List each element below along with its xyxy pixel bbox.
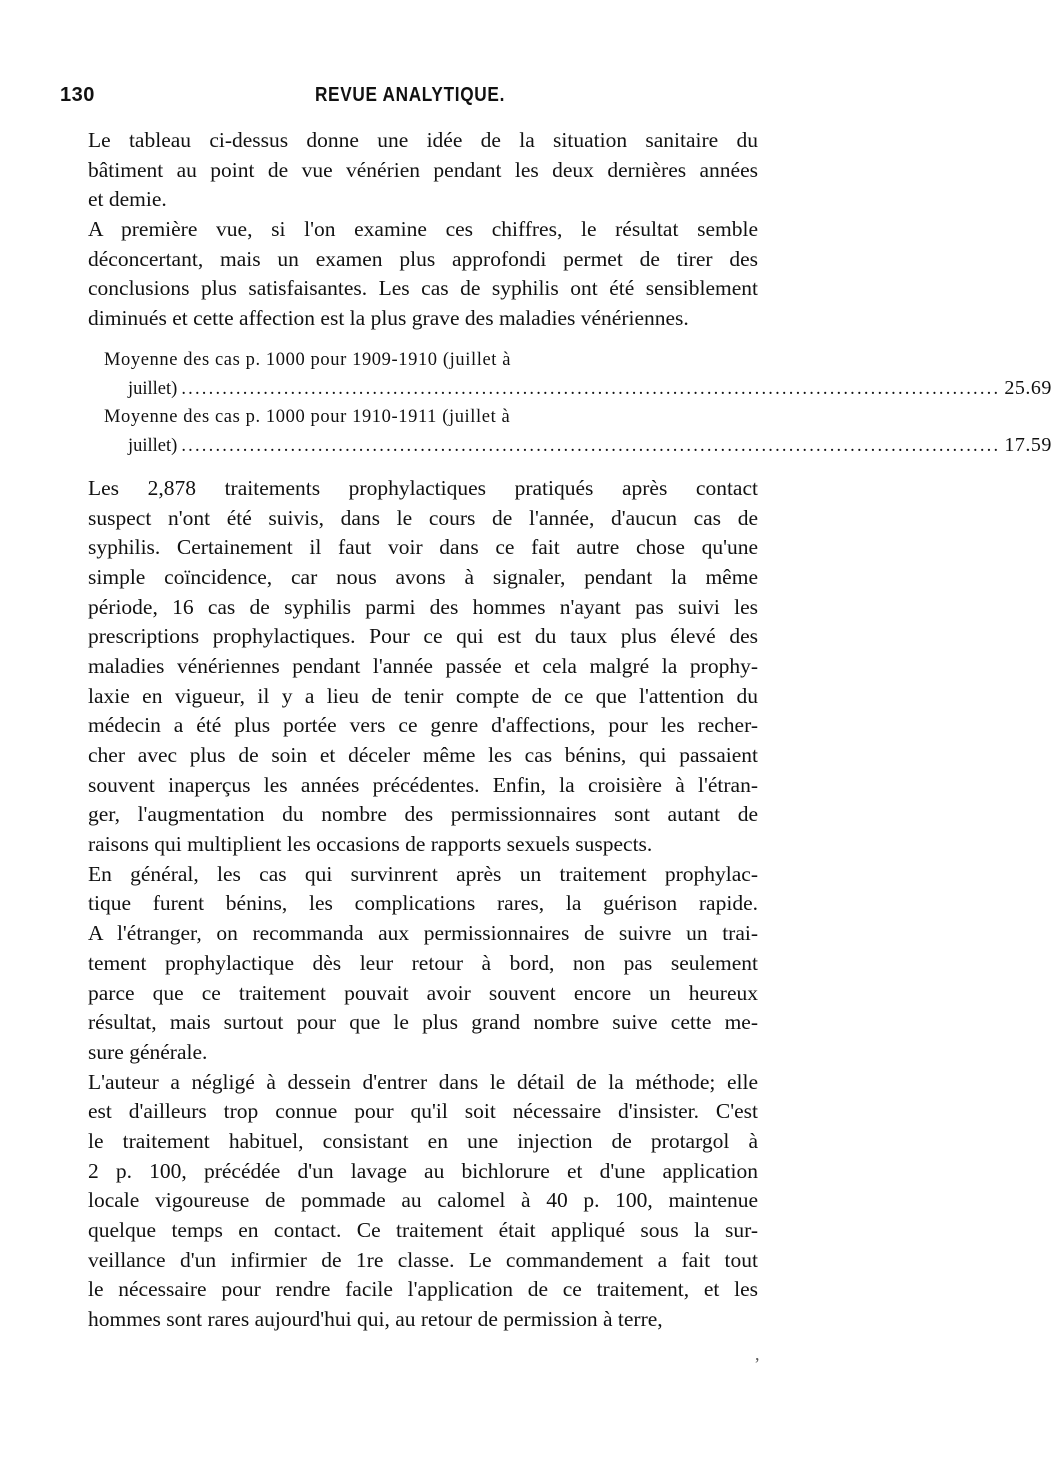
text-line: suspect n'ont été suivis, dans le cours de l'année, d'aucun cas de — [88, 505, 758, 530]
text-line: est d'ailleurs trop connue pour qu'il soit nécessaire d'insister. C'est — [88, 1099, 758, 1124]
paragraph — [88, 126, 758, 215]
paragraph — [88, 215, 758, 334]
text-line: quelque temps en contact. Ce traitement était appliqué sous la sur- — [88, 1218, 758, 1242]
text-line: A l'étranger, on recommanda aux permissionnaires de suivre un trai- — [88, 921, 758, 946]
text-line: A première vue, si l'on examine ces chiffres, le résultat semble — [88, 217, 758, 242]
text-line: Le tableau ci-dessus donne une idée de la situation sanitaire du — [88, 128, 758, 152]
text-line: et demie. — [88, 187, 167, 212]
paragraph — [88, 474, 758, 860]
text-line: maladies vénériennes pendant l'année passée et cela malgré la prophy- — [88, 653, 758, 678]
stray-mark: , — [755, 1344, 760, 1364]
text-line: simple coïncidence, car nous avons à signaler, pendant la même — [88, 564, 758, 589]
running-title: REVUE ANALYTIQUE. — [314, 84, 506, 106]
text-line: En général, les cas qui survinrent après un traitement prophylac- — [88, 861, 758, 886]
dot-leader: ........................................................................................................................ — [181, 436, 1001, 457]
text-line: diminués et cette affection est la plus grave des maladies vénériennes. — [88, 306, 689, 331]
average-value: 25.69 — [1004, 377, 1052, 400]
average-value: 17.59 — [1004, 434, 1052, 457]
paragraph — [88, 860, 758, 1068]
text-line: laxie en vigueur, il y a lieu de tenir compte de ce que l'attention du — [88, 683, 758, 708]
text-line: conclusions plus satisfaisantes. Les cas de syphilis ont été sensiblement — [88, 276, 758, 301]
text-line: sure générale. — [88, 1039, 208, 1064]
text-line: hommes sont rares aujourd'hui qui, au retour de permission à terre, — [88, 1307, 663, 1332]
text-line: tique furent bénins, les complications rares, la guérison rapide. — [88, 891, 758, 916]
average-label-continued: juillet) — [128, 436, 178, 457]
text-section-after-table — [88, 474, 758, 1335]
text-line: médecin a été plus portée vers ce genre d'affections, pour les recher- — [88, 713, 758, 738]
average-label: Moyenne des cas p. 1000 pour 1910-1911 (juillet à — [104, 406, 511, 427]
text-line: cher avec plus de soin et déceler même les cas bénins, qui passaient — [88, 743, 758, 767]
text-line: déconcertant, mais un examen plus approfondi permet de tirer des — [88, 246, 758, 271]
text-line: tement prophylactique dès leur retour à bord, non pas seulement — [88, 950, 758, 975]
paragraph — [88, 1068, 758, 1335]
text-line: le nécessaire pour rendre facile l'application de ce traitement, et les — [88, 1277, 758, 1302]
average-row — [88, 374, 1052, 403]
text-line: résultat, mais surtout pour que le plus grand nombre suive cette me- — [88, 1010, 758, 1035]
text-line: période, 16 cas de syphilis parmi des hommes n'ayant pas suivi les — [88, 594, 758, 619]
text-line: prescriptions prophylactiques. Pour ce qui est du taux plus élevé des — [88, 624, 758, 649]
text-line: ger, l'augmentation du nombre des permissionnaires sont autant de — [88, 802, 758, 827]
average-label: Moyenne des cas p. 1000 pour 1909-1910 (juillet à — [104, 349, 512, 370]
text-line: veillance d'un infirmier de 1re classe. Le commandement a fait tout — [88, 1247, 758, 1272]
text-line: souvent inaperçus les années précédentes. Enfin, la croisière à l'étran- — [88, 772, 758, 797]
text-line: raisons qui multiplient les occasions de rapports sexuels suspects. — [88, 832, 653, 857]
text-line: syphilis. Certainement il faut voir dans ce fait autre chose qu'une — [88, 535, 758, 560]
text-line: parce que ce traitement pouvait avoir souvent encore un heureux — [88, 980, 758, 1005]
page-header — [60, 84, 760, 118]
text-section-before-table — [88, 126, 758, 334]
text-line: locale vigoureuse de pommade au calomel à 40 p. 100, maintenue — [88, 1188, 758, 1213]
text-line: bâtiment au point de vue vénérien pendant les deux dernières années — [88, 157, 758, 182]
average-row — [88, 431, 1052, 460]
averages-table — [88, 346, 1052, 460]
text-line: L'auteur a négligé à dessein d'entrer dans le détail de la méthode; elle — [88, 1069, 758, 1094]
text-line: le traitement habituel, consistant en une injection de protargol à — [88, 1128, 758, 1153]
dot-leader: ........................................................................................................................ — [181, 379, 1001, 400]
text-line: Les 2,878 traitements prophylactiques pratiqués après contact — [88, 475, 758, 500]
page-number: 130 — [60, 84, 95, 106]
text-line: 2 p. 100, précédée d'un lavage au bichlorure et d'une application — [88, 1158, 758, 1183]
page-body — [88, 126, 1052, 1335]
average-label-continued: juillet) — [128, 379, 178, 400]
